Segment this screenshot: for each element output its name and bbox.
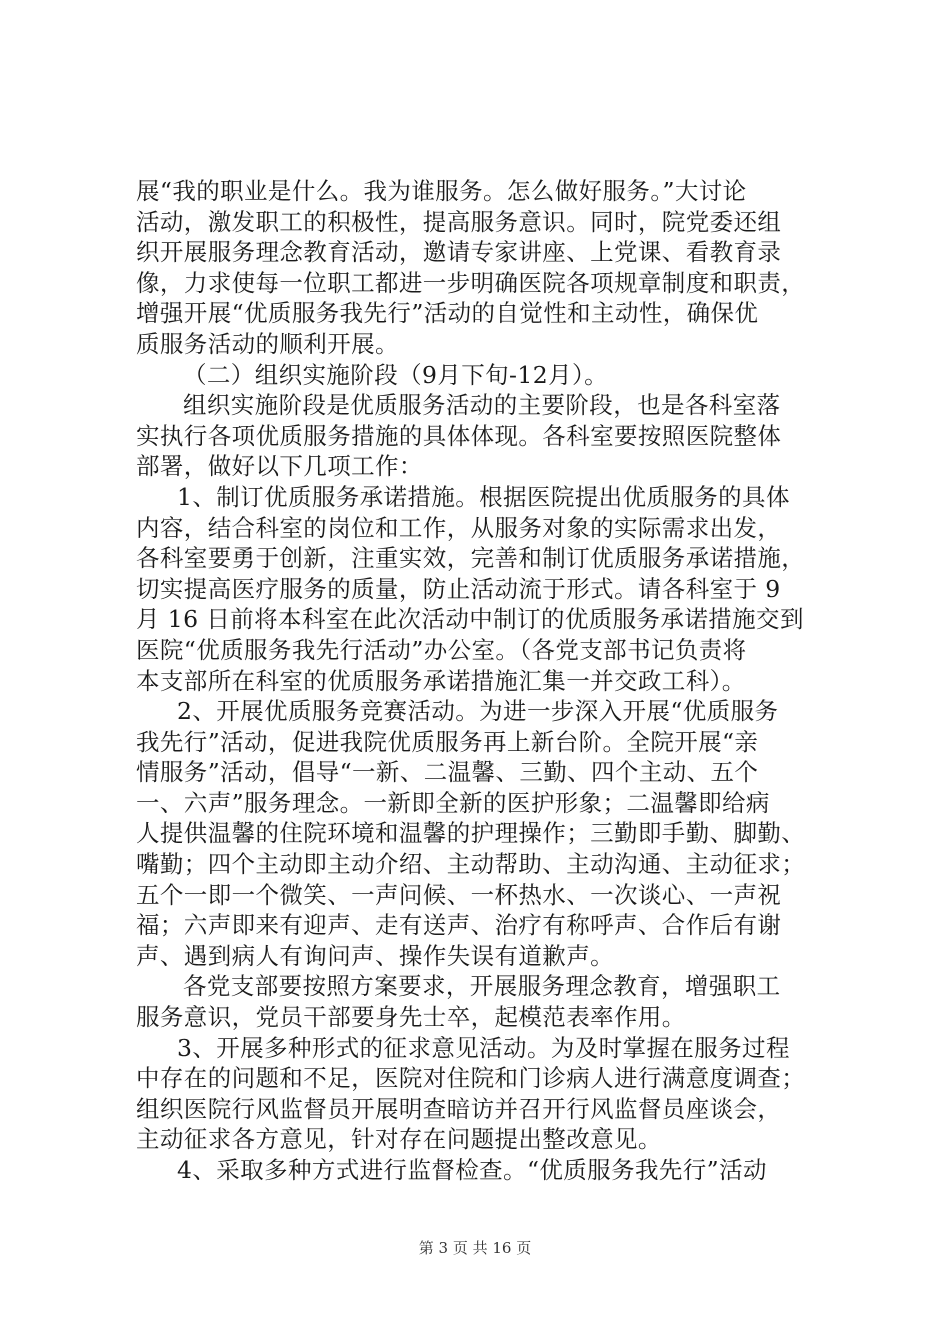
text-line: 本支部所在科室的优质服务承诺措施汇集一并交政工科）。 — [136, 666, 746, 695]
text-line: 嘴勤；四个主动即主动介绍、主动帮助、主动沟通、主动征求； — [136, 850, 806, 879]
text-line: 部署，做好以下几项工作： — [136, 452, 423, 481]
text-line: 中存在的问题和不足，医院对住院和门诊病人进行满意度调查； — [136, 1064, 806, 1093]
text-line: 组织实施阶段是优质服务活动的主要阶段，也是各科室落 — [183, 391, 781, 420]
text-line: 切实提高医疗服务的质量，防止活动流于形式。请各科室于 9 — [136, 574, 781, 603]
text-line: 4、采取多种方式进行监督检查。“优质服务我先行”活动 — [177, 1156, 767, 1184]
text-line: 增强开展“优质服务我先行”活动的自觉性和主动性，确保优 — [136, 299, 759, 328]
text-line: 福；六声即来有迎声、走有送声、治疗有称呼声、合作后有谢 — [136, 911, 782, 940]
text-line: 五个一即一个微笑、一声问候、一杯热水、一次谈心、一声祝 — [136, 880, 782, 909]
text-line: 人提供温馨的住院环境和温馨的护理操作；三勤即手勤、脚勤、 — [136, 819, 806, 848]
text-line: 实执行各项优质服务措施的具体体现。各科室要按照医院整体 — [136, 421, 782, 450]
document-body — [136, 176, 836, 1186]
text-line: 像，力求使每一位职工都进一步明确医院各项规章制度和职责， — [136, 268, 806, 297]
text-line: 内容，结合科室的岗位和工作，从服务对象的实际需求出发， — [136, 513, 782, 542]
text-line: 情服务”活动，倡导“一新、二温馨、三勤、四个主动、五个 — [136, 758, 759, 787]
text-line: 组织医院行风监督员开展明查暗访并召开行风监督员座谈会， — [136, 1094, 782, 1123]
text-line: 1、制订优质服务承诺措施。根据医院提出优质服务的具体 — [177, 482, 790, 511]
text-line: 各科室要勇于创新，注重实效，完善和制订优质服务承诺措施， — [136, 544, 806, 573]
text-line: 主动征求各方意见，针对存在问题提出整改意见。 — [136, 1125, 662, 1154]
page-number-footer: 第 3 页 共 16 页 — [418, 1239, 532, 1257]
text-line: 活动，激发职工的积极性，提高服务意识。同时，院党委还组 — [136, 207, 782, 236]
text-line: 3、开展多种形式的征求意见活动。为及时掌握在服务过程 — [177, 1033, 790, 1062]
text-line: 织开展服务理念教育活动，邀请专家讲座、上党课、看教育录 — [136, 238, 782, 267]
text-line: 月 16 日前将本科室在此次活动中制订的优质服务承诺措施交到 — [136, 605, 804, 634]
text-line: 我先行”活动，促进我院优质服务再上新台阶。全院开展“亲 — [136, 727, 759, 756]
text-line: 2、开展优质服务竞赛活动。为进一步深入开展“优质服务 — [177, 697, 779, 726]
text-line: 声、遇到病人有询问声、操作失误有道歉声。 — [136, 941, 614, 970]
text-line: 医院“优质服务我先行活动”办公室。（各党支部书记负责将 — [136, 635, 747, 664]
text-line: 展“我的职业是什么。我为谁服务。怎么做好服务。”大讨论 — [136, 177, 747, 205]
text-line: 各党支部要按照方案要求，开展服务理念教育，增强职工 — [183, 972, 781, 1001]
text-line: 质服务活动的顺利开展。 — [136, 329, 399, 358]
text-line: 服务意识，党员干部要身先士卒，起模范表率作用。 — [136, 1003, 686, 1032]
text-line: 一、六声”服务理念。一新即全新的医护形象；二温馨即给病 — [136, 788, 770, 817]
section-heading: （二）组织实施阶段（9月下旬-12月）。 — [183, 360, 609, 389]
